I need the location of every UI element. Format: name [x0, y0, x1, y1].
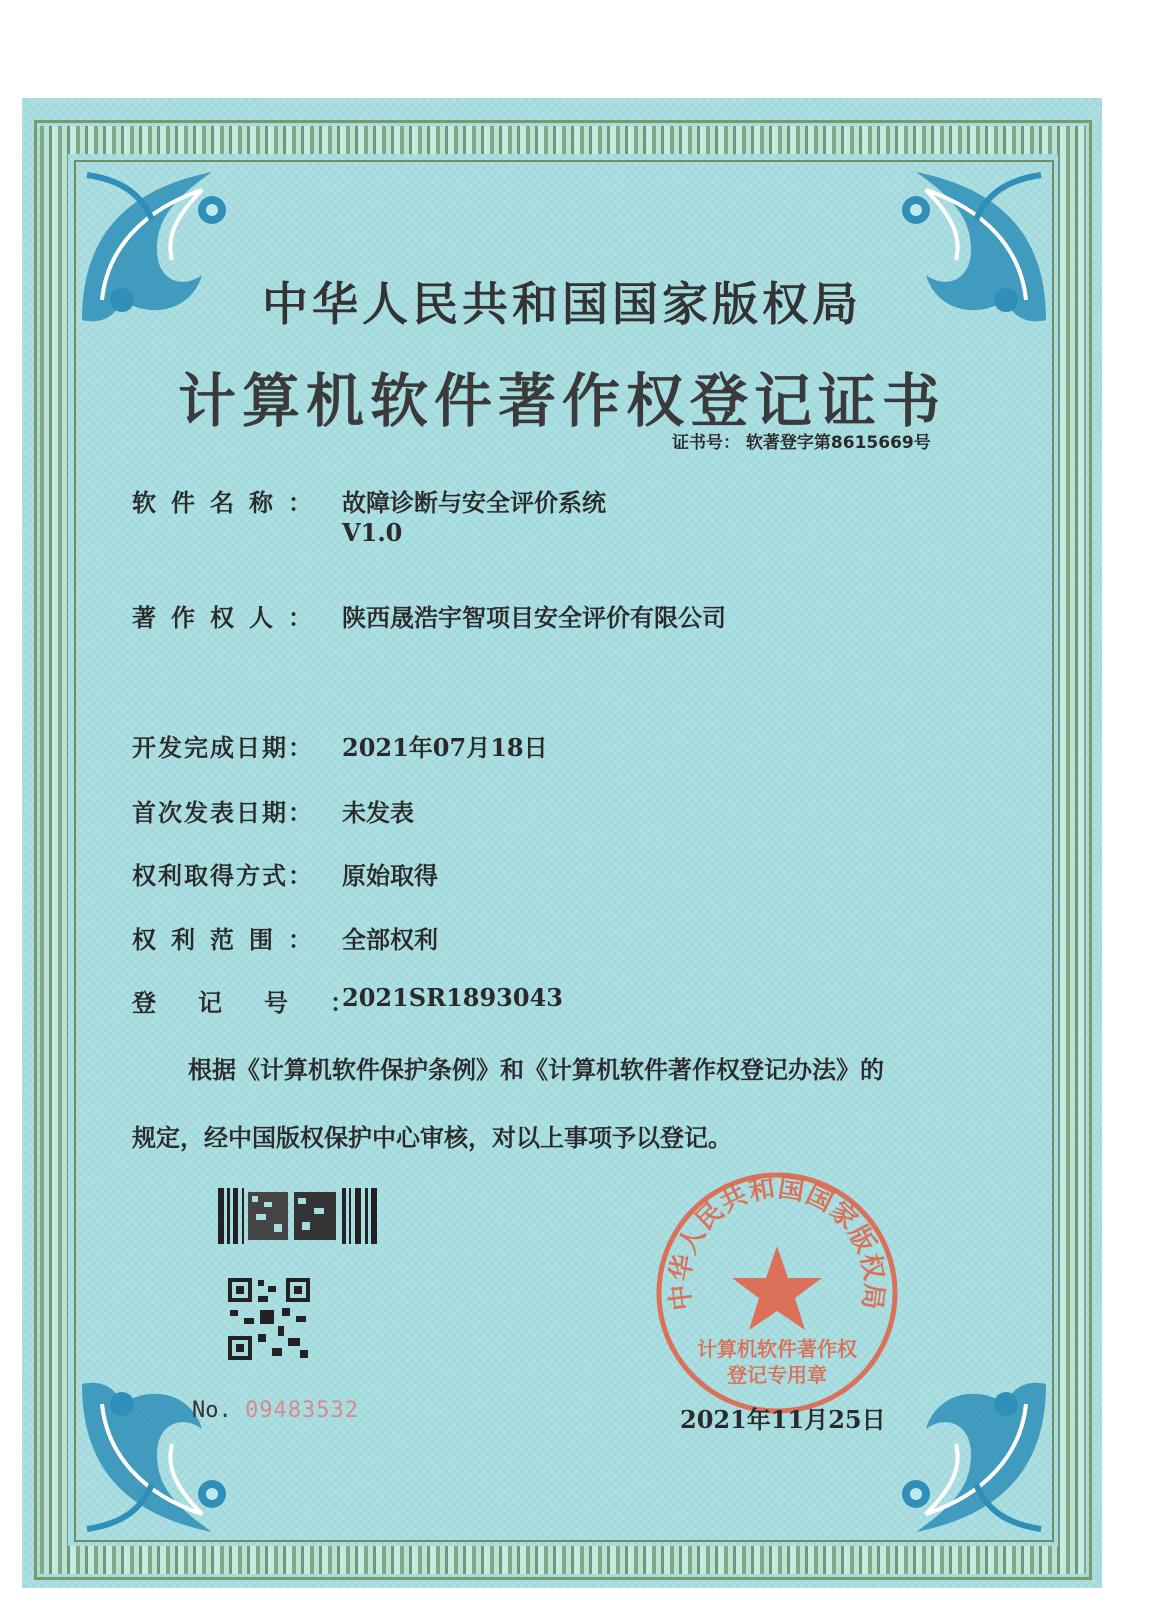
certificate-title: 计算机软件著作权登记证书 [177, 367, 946, 435]
official-seal [652, 1168, 902, 1418]
registration-number-label: 登记号： [132, 988, 396, 1017]
acquisition-method-value: 原始取得 [342, 861, 438, 890]
corner-ornament-icon [876, 1364, 1066, 1554]
development-date-label: 开发完成日期： [132, 733, 314, 762]
rights-scope-value: 全部权利 [342, 925, 438, 954]
seal-inner-line-2: 登记专用章 [727, 1365, 827, 1387]
barcode-icon [218, 1188, 378, 1244]
software-version-value: V1.0 [342, 518, 403, 547]
seal-outer-text: 中华人民共和国国家版权局 [665, 1173, 889, 1313]
certificate-number [672, 428, 931, 453]
seal-star-icon [732, 1246, 822, 1330]
registration-number-value: 2021SR1893043 [342, 983, 563, 1012]
acquisition-method-label: 权利取得方式： [132, 861, 314, 890]
qr-code-icon [228, 1278, 310, 1360]
software-name-label: 软件名称： [132, 488, 327, 517]
software-name-value: 故障诊断与安全评价系统 [342, 488, 606, 517]
statement-line-2: 规定，经中国版权保护中心审核，对以上事项予以登记。 [132, 1123, 732, 1152]
certificate-number-value: 软著登字第8615669号 [745, 433, 931, 453]
certificate-number-label: 证书号： [672, 433, 740, 453]
certificate [22, 98, 1102, 1588]
first-publish-date-label: 首次发表日期： [132, 798, 314, 827]
issue-date: 2021年11月25日 [680, 1405, 886, 1434]
corner-ornament-icon [62, 1364, 252, 1554]
copyright-owner-value: 陕西晟浩宇智项目安全评价有限公司 [342, 603, 726, 632]
serial-number [192, 1398, 359, 1423]
seal-inner-line-1: 计算机软件著作权 [697, 1339, 857, 1361]
first-publish-date-value: 未发表 [342, 798, 414, 827]
issuer-heading: 中华人民共和国国家版权局 [262, 277, 862, 331]
statement-line-1: 根据《计算机软件保护条例》和《计算机软件著作权登记办法》的 [188, 1055, 884, 1084]
rights-scope-label: 权利范围： [132, 925, 327, 954]
serial-number-value: 09483532 [245, 1398, 359, 1423]
development-date-value: 2021年07月18日 [342, 733, 548, 762]
copyright-owner-label: 著作权人： [132, 603, 327, 632]
serial-number-prefix: No. [192, 1398, 232, 1423]
